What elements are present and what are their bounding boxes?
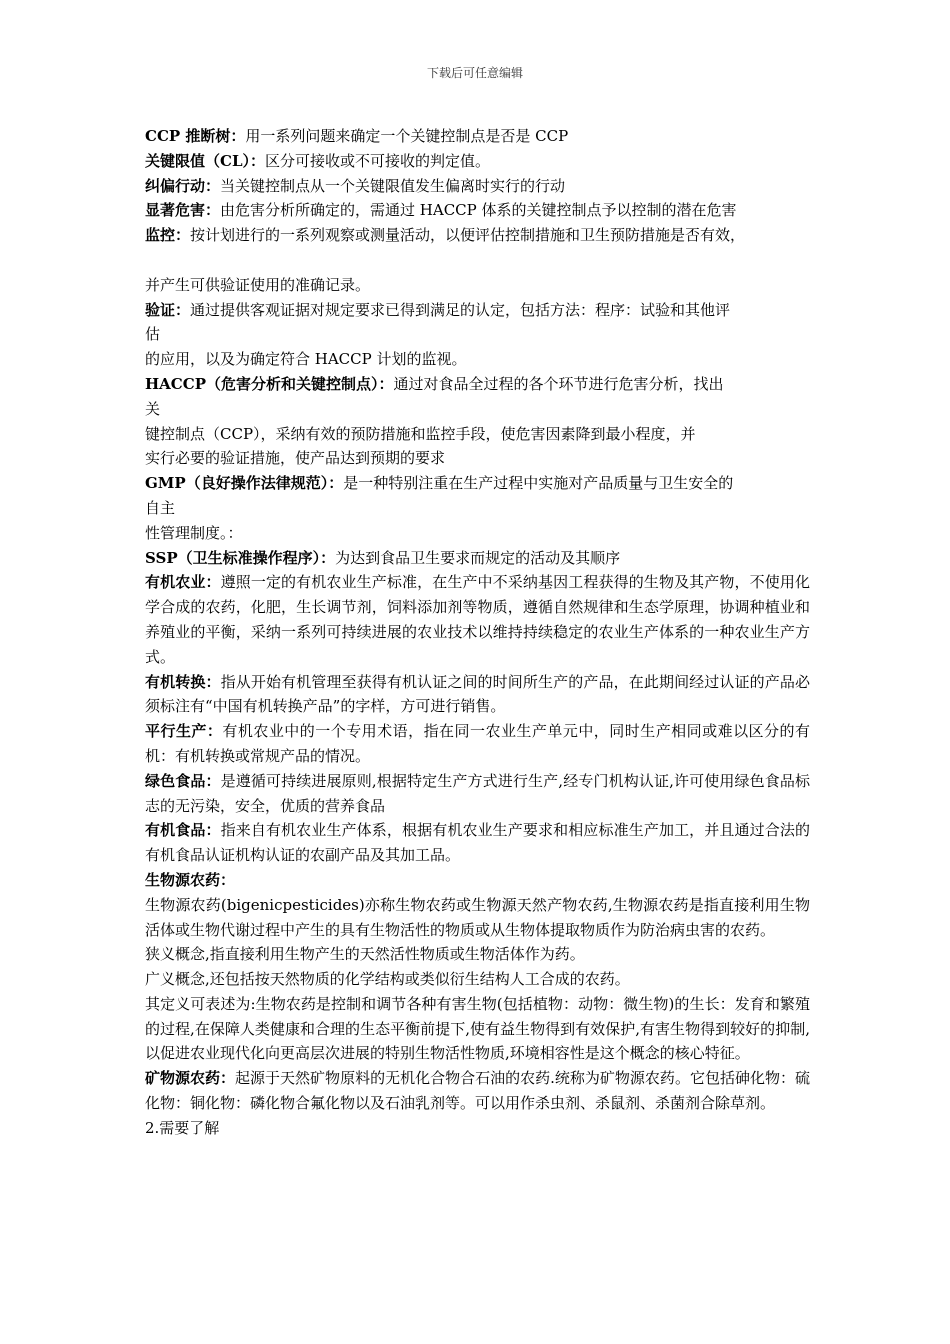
definition-paragraph-2 xyxy=(145,719,810,769)
definition-line-16 xyxy=(145,521,810,546)
term-label: 显著危害： xyxy=(145,201,221,220)
definition-paragraph-1 xyxy=(145,670,810,720)
definition-line-6 xyxy=(145,273,810,298)
definition-paragraph-3 xyxy=(145,769,810,819)
term-definition: 有机农业中的一个专用术语，指在同一农业生产单元中，同时生产相同或难以区分的有机：有机转换或常规产品的情况。 xyxy=(145,722,810,765)
term-label: CCP 推断树： xyxy=(145,127,246,145)
term-definition: 关 xyxy=(145,399,161,418)
definition-paragraph-6 xyxy=(145,893,810,943)
term-definition: 是遵循可持续进展原则,根据特定生产方式进行生产,经专门机构认证,许可使用绿色食品标志的无污染，安全，优质的营养食品 xyxy=(145,771,810,815)
term-label: 矿物源农药： xyxy=(145,1069,236,1088)
term-label: 有机食品： xyxy=(145,821,221,840)
definition-paragraph-10 xyxy=(145,1066,810,1116)
term-label: 平行生产： xyxy=(145,722,223,741)
term-definition: 通过提供客观证据对规定要求已得到满足的认定，包括方法：程序：试验和其他评 xyxy=(190,300,731,319)
term-definition: 生物源农药(bigenicpesticides)亦称生物农药或生物源天然产物农药,生物源农药是指直接利用生物活体或生物代谢过程中产生的具有生物活性的物质或从生物体提取物质作为防治病虫害的农药。 xyxy=(145,895,810,939)
term-definition: 自主 xyxy=(145,498,176,517)
term-definition: 起源于天然矿物原料的无机化合物合石油的农药.统称为矿物源农药。它包括砷化物：硫化物：铜化物：磷化物合氟化物以及石油乳剂等。可以用作杀虫剂、杀鼠剂、杀菌剂合除草剂。 xyxy=(145,1069,810,1113)
term-definition: 并产生可供验证使用的准确记录。 xyxy=(145,275,371,294)
term-definition: 由危害分析所确定的，需通过 HACCP 体系的关键控制点予以控制的潜在危害 xyxy=(220,201,737,220)
term-label: GMP（良好操作法律规范）： xyxy=(145,474,344,493)
definition-paragraph-11 xyxy=(145,1116,810,1141)
term-definition: 指从开始有机管理至获得有机认证之间的时间所生产的产品，在此期间经过认证的产品必须标注有“中国有机转换产品”的字样，方可进行销售。 xyxy=(145,672,810,716)
page-header: 下载后可任意编辑 xyxy=(426,66,523,80)
term-definition: 是一种特别注重在生产过程中实施对产品质量与卫生安全的 xyxy=(343,474,734,493)
term-label: 生物源农药： xyxy=(145,870,236,889)
definition-paragraph-7 xyxy=(145,942,810,967)
definition-line-7 xyxy=(145,298,810,323)
definition-line-3 xyxy=(145,198,810,223)
definition-line-4 xyxy=(145,223,810,248)
definition-lines xyxy=(145,124,810,570)
term-definition: 通过对食品全过程的各个环节进行危害分析，找出 xyxy=(393,374,724,393)
definition-line-0 xyxy=(145,124,810,149)
definition-line-17 xyxy=(145,546,810,571)
definition-paragraph-0 xyxy=(145,570,810,669)
term-definition: 其定义可表述为:生物农药是控制和调节各种有害生物(包括植物：动物：微生物)的生长：发育和繁殖的过程,在保障人类健康和合理的生态平衡前提下,使有益生物得到有效保护,有害生物得到较好的抑制,以促进农业现代化向更高层次进展的特别生物活性物质,环境相容性是这个概念的核心特征。 xyxy=(145,994,810,1063)
term-definition: 用一系列问题来确定一个关键控制点是否是 CCP xyxy=(245,127,569,145)
term-label: 关键限值（CL）： xyxy=(145,151,265,170)
term-label: SSP（卫生标准操作程序）： xyxy=(145,548,336,567)
term-label: 绿色食品： xyxy=(145,771,221,790)
definition-line-14 xyxy=(145,471,810,496)
term-label: 监控： xyxy=(145,226,191,245)
term-definition: 当关键控制点从一个关键限值发生偏离时实行的行动 xyxy=(220,176,566,195)
term-definition: 2.需要了解 xyxy=(145,1118,220,1137)
definition-paragraph-5 xyxy=(145,868,810,893)
definition-line-8 xyxy=(145,322,810,347)
definition-paragraph-9 xyxy=(145,992,810,1066)
term-definition: 键控制点（CCP），采纳有效的预防措施和监控手段，使危害因素降到最小程度，并 xyxy=(145,424,696,443)
term-label: 验证： xyxy=(145,300,191,319)
term-definition: 遵照一定的有机农业生产标准，在生产中不采纳基因工程获得的生物及其产物，不使用化学合成的农药，化肥，生长调节剂，饲料添加剂等物质，遵循自然规律和生态学原理，协调种植业和养殖业的平衡，采纳一系列可持续进展的农业技术以维持持续稳定的农业生产体系的一种农业生产方式。 xyxy=(145,573,810,666)
definition-line-12 xyxy=(145,422,810,447)
term-label: 有机农业： xyxy=(145,573,221,592)
definition-line-1 xyxy=(145,149,810,174)
term-definition: 为达到食品卫生要求而规定的活动及其顺序 xyxy=(335,548,621,567)
definition-paragraph-4 xyxy=(145,818,810,868)
definition-line-2 xyxy=(145,174,810,199)
term-definition: 按计划进行的一系列观察或测量活动，以便评估控制措施和卫生预防措施是否有效， xyxy=(190,226,746,245)
definition-paragraphs xyxy=(145,570,810,1140)
definition-line-13 xyxy=(145,446,810,471)
definition-line-11 xyxy=(145,397,810,422)
term-definition: 实行必要的验证措施，使产品达到预期的要求 xyxy=(145,449,446,468)
term-definition: 的应用，以及为确定符合 HACCP 计划的监视。 xyxy=(145,350,467,369)
definition-line-5 xyxy=(145,248,810,273)
definition-line-9 xyxy=(145,347,810,372)
definition-line-10 xyxy=(145,372,810,397)
definition-paragraph-8 xyxy=(145,967,810,992)
term-definition: 广义概念,还包括按天然物质的化学结构或类似衍生结构人工合成的农药。 xyxy=(145,970,630,989)
term-definition: 狭义概念,指直接利用生物产生的天然活性物质或生物活体作为药。 xyxy=(145,945,585,964)
definition-line-15 xyxy=(145,496,810,521)
term-definition: 指来自有机农业生产体系，根据有机农业生产要求和相应标准生产加工，并且通过合法的有机食品认证机构认证的农副产品及其加工品。 xyxy=(145,821,810,865)
term-label: 纠偏行动： xyxy=(145,176,221,195)
term-label: 有机转换： xyxy=(145,672,221,691)
term-definition: 区分可接收或不可接收的判定值。 xyxy=(265,151,491,170)
term-definition: 估 xyxy=(145,325,161,344)
term-label: HACCP（危害分析和关键控制点）： xyxy=(145,374,394,393)
term-definition: 性管理制度。： xyxy=(145,523,243,542)
document-body xyxy=(145,124,810,1141)
